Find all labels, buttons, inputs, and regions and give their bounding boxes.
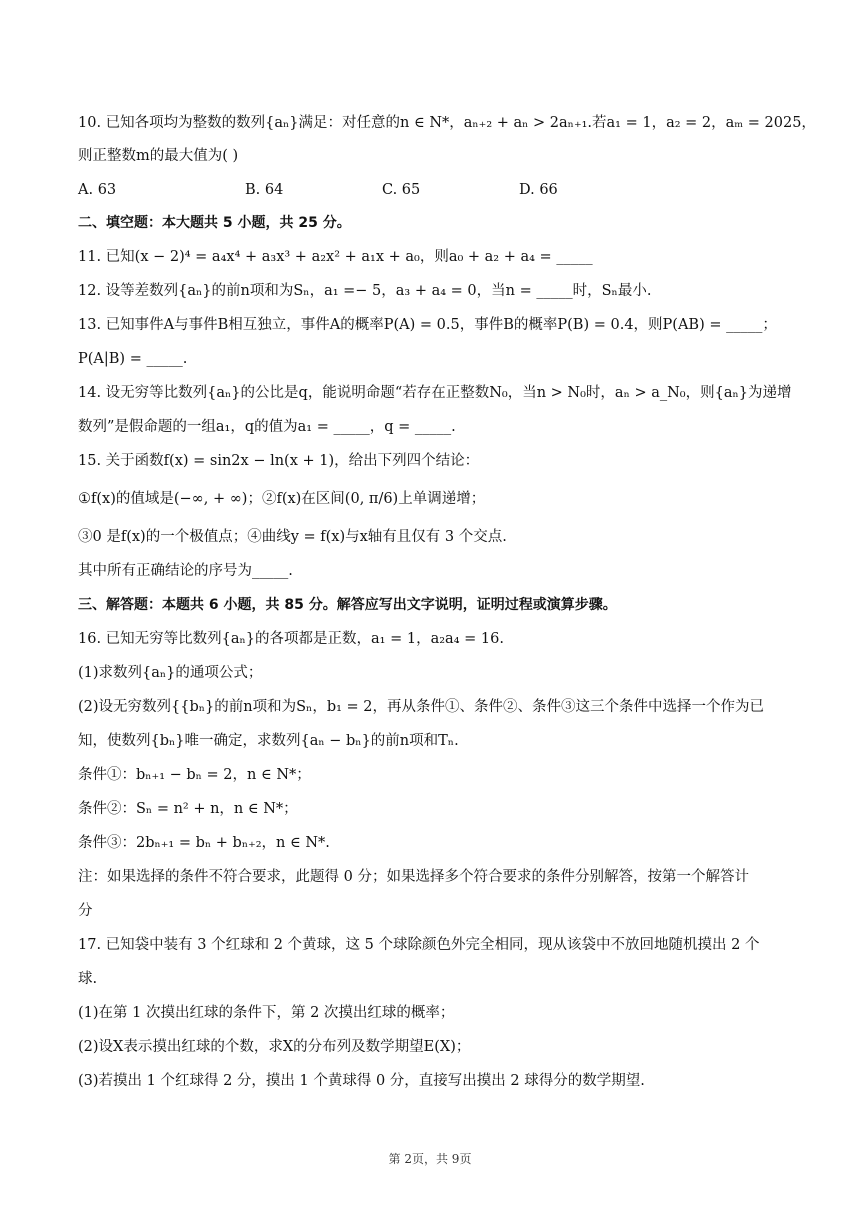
section-solutions-heading: 三、解答题：本题共 6 小题，共 85 分。解答应写出文字说明，证明过程或演算步骤。 — [78, 597, 617, 613]
q16-note-line2: 分 — [78, 903, 93, 919]
q16-condition-1: 条件①：bₙ₊₁ − bₙ = 2，n ∈ N*； — [78, 767, 311, 783]
q17-part3: (3)若摸出 1 个红球得 2 分，摸出 1 个黄球得 0 分，直接写出摸出 2 球得分的数学期望. — [78, 1073, 645, 1089]
q10-option-a: A. 63 — [78, 182, 117, 198]
q16-part2-line2: 知，使数列{bₙ}唯一确定，求数列{aₙ − bₙ}的前n项和Tₙ. — [78, 733, 459, 749]
section-fill-in-heading: 二、填空题：本大题共 5 小题，共 25 分。 — [78, 215, 351, 231]
q14-line2: 数列”是假命题的一组a₁，q的值为a₁ = _____，q = _____. — [78, 419, 456, 435]
q13-line1: 13. 已知事件A与事件B相互独立，事件A的概率P(A) = 0.5，事件B的概率P(B) = 0.4，则P(AB) = _____； — [78, 317, 777, 333]
q16-stem: 16. 已知无穷等比数列{aₙ}的各项都是正数，a₁ = 1，a₂a₄ = 16. — [78, 631, 504, 647]
q12-text: 12. 设等差数列{aₙ}的前n项和为Sₙ，a₁ =− 5，a₃ + a₄ = 0，当n = _____时，Sₙ最小. — [78, 283, 652, 299]
q16-part1: (1)求数列{aₙ}的通项公式； — [78, 665, 263, 681]
q16-condition-2: 条件②：Sₙ = n² + n，n ∈ N*； — [78, 801, 298, 817]
q10-option-c: C. 65 — [382, 182, 421, 198]
q15-conclusions-1-2: ①f(x)的值域是(−∞, + ∞)；②f(x)在区间(0, π/6)上单调递增； — [78, 491, 486, 507]
q10-stem-line2: 则正整数m的最大值为( ) — [78, 148, 239, 164]
q10-option-d: D. 66 — [519, 182, 558, 198]
q16-condition-3: 条件③：2bₙ₊₁ = bₙ + bₙ₊₂，n ∈ N*. — [78, 835, 330, 851]
q17-stem-line1: 17. 已知袋中装有 3 个红球和 2 个黄球，这 5 个球除颜色外完全相同，现从该袋中不放回地随机摸出 2 个 — [78, 937, 760, 953]
q16-part2-line1: (2)设无穷数列{{bₙ}的前n项和为Sₙ，b₁ = 2，再从条件①、条件②、条件③这三个条件中选择一个作为已 — [78, 699, 764, 715]
q13-line2: P(A|B) = _____. — [78, 351, 188, 367]
q17-part2: (2)设X表示摸出红球的个数，求X的分布列及数学期望E(X)； — [78, 1039, 471, 1055]
q15-answer-line: 其中所有正确结论的序号为_____. — [78, 563, 293, 579]
q10-stem-line1: 10. 已知各项均为整数的数列{aₙ}满足：对任意的n ∈ N*，aₙ₊₂ + aₙ > 2aₙ₊₁.若a₁ = 1，a₂ = 2，aₘ = 2025， — [78, 115, 816, 131]
q17-part1: (1)在第 1 次摸出红球的条件下，第 2 次摸出红球的概率； — [78, 1005, 455, 1021]
q16-note-line1: 注：如果选择的条件不符合要求，此题得 0 分；如果选择多个符合要求的条件分别解答，按第一个解答计 — [78, 869, 749, 885]
page-footer: 第 2页，共 9页 — [388, 1152, 472, 1166]
q17-stem-line2: 球. — [78, 971, 98, 987]
q11-text: 11. 已知(x − 2)⁴ = a₄x⁴ + a₃x³ + a₂x² + a₁x + a₀，则a₀ + a₂ + a₄ = _____ — [78, 249, 593, 265]
q15-conclusions-3-4: ③0 是f(x)的一个极值点；④曲线y = f(x)与x轴有且仅有 3 个交点. — [78, 529, 507, 545]
q10-option-b: B. 64 — [245, 182, 284, 198]
q15-stem: 15. 关于函数f(x) = sin2x − ln(x + 1)，给出下列四个结论： — [78, 453, 480, 469]
q14-line1: 14. 设无穷等比数列{aₙ}的公比是q，能说明命题“若存在正整数N₀，当n > N₀时，aₙ > a_N₀，则{aₙ}为递增 — [78, 385, 792, 401]
